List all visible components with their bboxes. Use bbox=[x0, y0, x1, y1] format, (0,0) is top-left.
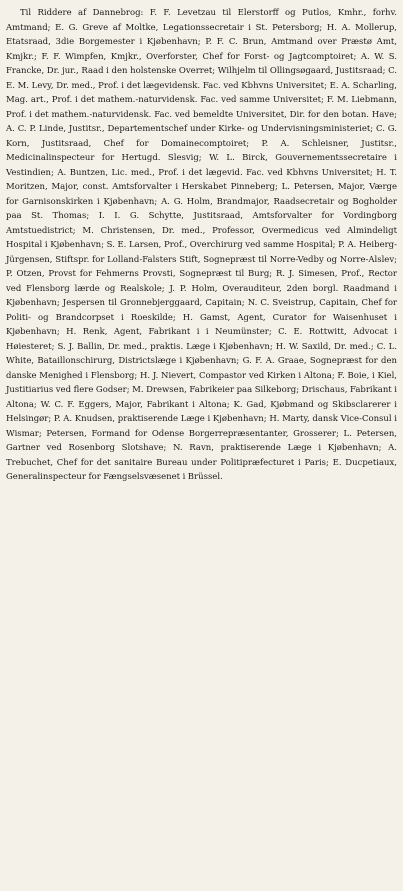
body-paragraph: Til Riddere af Dannebrog: F. F. Levetzau til Elerstorff og Putlos, Kmhr., forhv. Amtmand; E. G. Greve af Moltke, Legationssecretair i St. Petersborg; H. A. Mollerup, Etatsraad, 3die Borgemester i Kjøbenhavn; P. F. C. Brun, Amtmand over Præstø Amt, Kmjkr.; F. F. Wimpfen, Kmjkr., Overforster, Chef for Forst- og Jagtcomptoiret; A. W. S. Francke, Dr. jur., Raad i den holstenske Overret; Wilhjelm til Ollingsøgaard, Justitsraad; C. E. M. Levy, Dr. med., Prof. i det lægevidensk. Fac. ved Kbhvns Universitet; E. A. Scharling, Mag. art., Prof. i det mathem.-naturvidensk. Fac. ved samme Universitet; F. M. Liebmann, Prof. i det mathem.-naturvidensk. Fac. ved bemeldte Universitet, Dir. for den botan. Have; A. C. P. Linde, Justitsr., Departementschef under Kirke- og Undervisningsministeriet; C. G. Korn, Justitsraad, Chef for Domainecomptoiret; P. A. Schleisner, Justitsr., Medicinalinspecteur for Hertugd. Slesvig; W. L. Birck, Gouvernementssecretaire i Vestindien; A. Buntzen, Lic. med., Prof. i det lægevid. Fac. ved Kbhvns Universitet; H. T. Moritzen, Major, const. Amtsforvalter i Herskabet Pinneberg; L. Petersen, Major, Værge for Garnisonskirken i Kjøbenhavn; A. G. Holm, Brandmajor, Raadsecretair og Bogholder paa St. Thomas; I. I. G. Schytte, Justitsraad, Amtsforvalter for Vordingborg Amtstuedistrict; M. Christensen, Dr. med., Professor, Overmedicus ved Almindeligt Hospital i Kjøbenhavn; S. E. Larsen, Prof., Overchirurg ved samme Hospital; P. A. Heiberg-Jürgensen, Stiftspr. for Lolland-Falsters Stift, Sognepræst til Norre-Vedby og Norre-Alslev; P. Otzen, Provst for Fehmerns Provsti, Sognepræst til Burg; R. J. Simesen, Prof., Rector ved Flensborg lærde og Realskole; J. P. Holm, Overauditeur, 2den borgl. Raadmand i Kjøbenhavn; Jespersen til Gronnebjerggaard, Capitain; N. C. Sveistrup, Capitain, Chef for Politi- og Brandcorpset i Roeskilde; H. Gamst, Agent, Curator for Waisenhuset i Kjøbenhavn; H. Renk, Agent, Fabrikant i i Neumünster; C. E. Rottwitt, Advocat i Høiesteret; S. J. Ballin, Dr. med., praktis. Læge i Kjøbenhavn; H. W. Saxild, Dr. med.; C. L. White, Bataillonschirurg, Districtslæge i Kjøbenhavn; G. F. A. Graae, Sognepræst for den danske Menighed i Flensborg; H. J. Nievert, Compastor ved Kirken i Altona; F. Boie, i Kiel, Justitiarius ved flere Godser; M. Drewsen, Fabrikeier paa Silkeborg; Drischaus, Fabrikant i Altona; W. C. F. Eggers, Major, Fabrikant i Altona; K. Gad, Kjøbmand og Skibsclarerer i Helsingør; P. A. Knudsen, praktiserende Læge i Kjøbenhavn; H. Marty, dansk Vice-Consul i Wismar; Petersen, Formand for Odense Borgerrepræsentanter, Grosserer; L. Petersen, Gartner ved Rosenborg Slotshave; N. Ravn, praktiserende Læge i Kjøbenhavn; A. Trebuchet, Chef for det sanitaire Bureau under Politipræfecturet i Paris; E. Ducpetiaux, Generalinspecteur for Fængselsvæsenet i Brüssel. bbox=[6, 8, 397, 482]
